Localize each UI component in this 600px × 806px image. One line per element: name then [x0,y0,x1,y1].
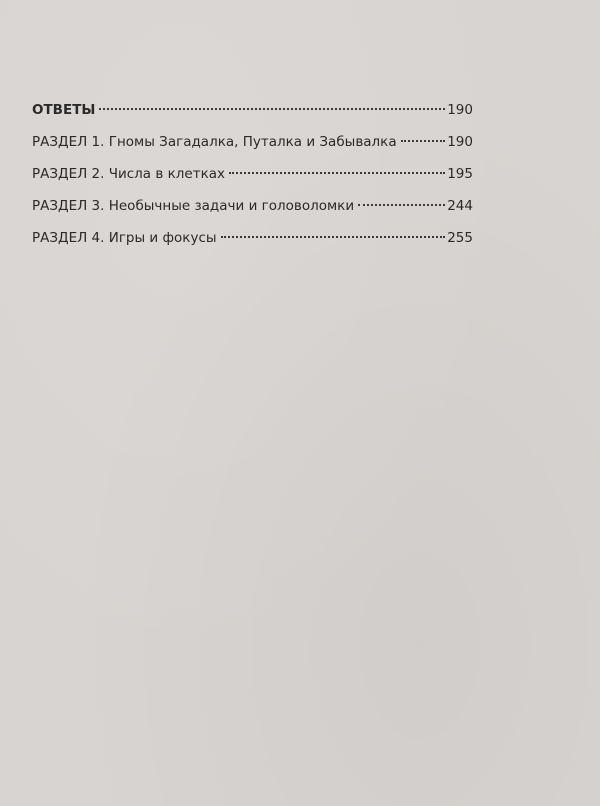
toc-entry-section-3 [32,190,473,222]
toc-entry-page: 255 [447,230,473,246]
toc-entry-section-2 [32,158,473,190]
toc-entry-page: 190 [447,134,473,150]
toc-entry-page: 195 [447,166,473,182]
toc-entry-title: РАЗДЕЛ 4. Игры и фокусы [32,230,217,246]
toc-entry-title: РАЗДЕЛ 3. Необычные задачи и головоломки [32,198,355,214]
toc-entry-title: ОТВЕТЫ [32,102,96,118]
toc-entry-section-4 [32,222,473,254]
toc-entry-answers [32,94,473,126]
table-of-contents [32,94,473,254]
dot-leader [229,171,445,174]
dot-leader [358,203,445,206]
toc-entry-section-1 [32,126,473,158]
toc-entry-page: 190 [447,102,473,118]
toc-entry-page: 244 [447,198,473,214]
dot-leader [221,235,446,238]
dot-leader [99,107,445,110]
dot-leader [401,139,446,142]
toc-entry-title: РАЗДЕЛ 2. Числа в клетках [32,166,225,182]
toc-entry-title: РАЗДЕЛ 1. Гномы Загадалка, Путалка и Забывалка [32,134,397,150]
